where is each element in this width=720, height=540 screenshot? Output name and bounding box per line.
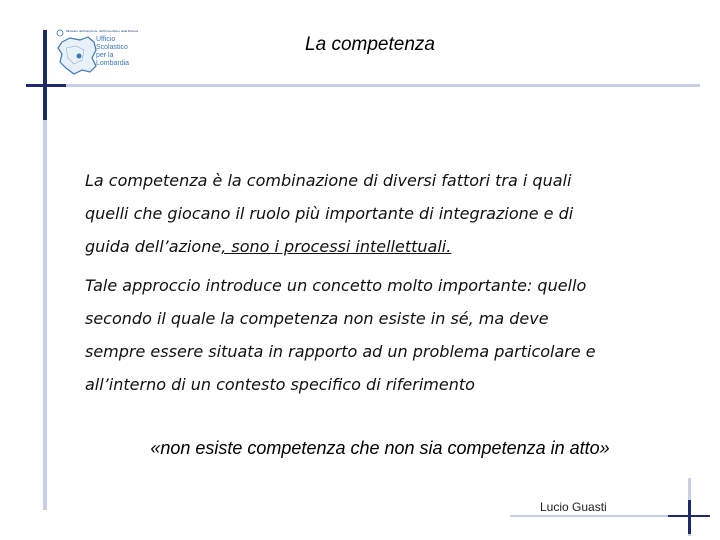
frame-line-bottom-accent [668, 515, 710, 517]
paragraph-approach [85, 269, 675, 401]
body-text [85, 164, 675, 401]
frame-line-right-accent [688, 500, 691, 534]
paragraph-definition [85, 164, 675, 263]
logo-line: Scolastico [96, 44, 128, 51]
paragraph-line: quelli che giocano il ruolo più importante di integrazione e di [85, 204, 574, 223]
paragraph-line: guida dell’azione [85, 237, 222, 256]
underlined-phrase: , sono i processi intellettuali. [221, 237, 452, 256]
paragraph-line: sempre essere situata in rapporto ad un problema particolare e [85, 342, 596, 361]
paragraph-line: La competenza è la combinazione di diversi fattori tra i quali [85, 171, 572, 190]
logo-ministry-caption: Ministero dell'Istruzione, dell'Università e della Ricerca [66, 29, 139, 33]
logo-text [96, 36, 156, 68]
frame-line-top [26, 84, 700, 87]
paragraph-line: all’interno di un contesto specifico di riferimento [85, 375, 475, 394]
paragraph-line: Tale approccio introduce un concetto molto importante: quello [85, 276, 587, 295]
slide-title: La competenza [305, 34, 435, 55]
frame-line-left-accent [43, 30, 47, 120]
footer-author: Lucio Guasti [540, 500, 607, 514]
logo-line: Lombardia [96, 60, 130, 67]
frame-line-top-accent [26, 84, 66, 87]
logo-line: per la [96, 52, 114, 59]
paragraph-line: secondo il quale la competenza non esiste in sé, ma deve [85, 309, 549, 328]
quote: «non esiste competenza che non sia competenza in atto» [150, 438, 610, 458]
logo-line: Ufficio [96, 36, 116, 43]
